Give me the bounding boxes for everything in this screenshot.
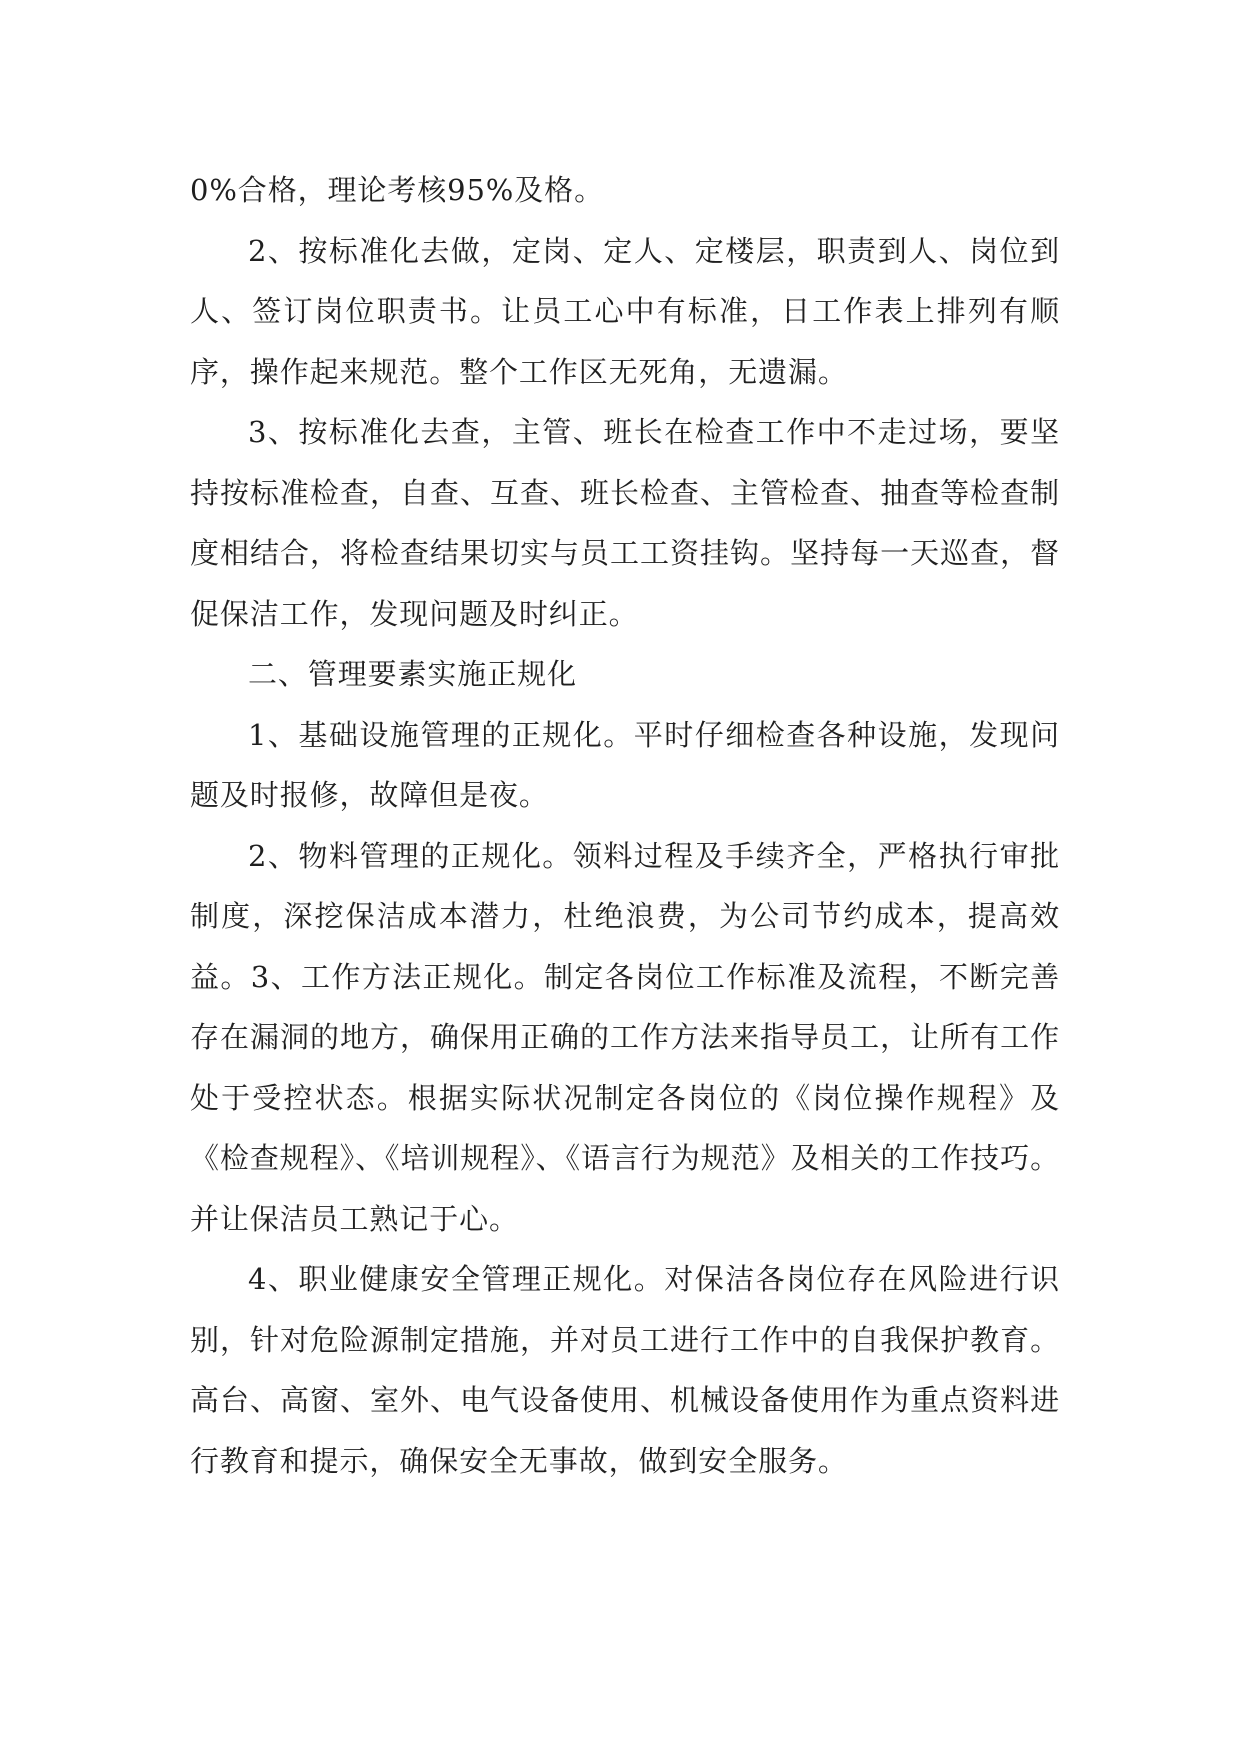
paragraph: 0%合格，理论考核95%及格。 (190, 173, 604, 207)
section-heading: 二、管理要素实施正规化 (248, 657, 577, 691)
paragraph: 2、按标准化去做，定岗、定人、定楼层，职责到人、岗位到人、签订岗位职责书。让员工心中有标准，日工作表上排列有顺序，操作起来规范。整个工作区无死角，无遗漏。 (190, 233, 1060, 389)
paragraph: 3、按标准化去查，主管、班长在检查工作中不走过场，要坚持按标准检查，自查、互查、班长检查、主管检查、抽查等检查制度相结合，将检查结果切实与员工工资挂钩。坚持每一天巡查，督促保洁工作，发现问题及时纠正。 (190, 415, 1060, 631)
paragraph: 1、基础设施管理的正规化。平时仔细检查各种设施，发现问题及时报修，故障但是夜。 (190, 717, 1060, 812)
document-body (190, 160, 1060, 1491)
paragraph: 4、职业健康安全管理正规化。对保洁各岗位存在风险进行识别，针对危险源制定措施，并对员工进行工作中的自我保护教育。高台、高窗、室外、电气设备使用、机械设备使用作为重点资料进行教育和提示，确保安全无事故，做到安全服务。 (190, 1262, 1060, 1478)
paragraph: 2、物料管理的正规化。领料过程及手续齐全，严格执行审批制度，深挖保洁成本潜力，杜绝浪费，为公司节约成本，提高效益。3、工作方法正规化。制定各岗位工作标准及流程，不断完善存在漏洞的地方，确保用正确的工作方法来指导员工，让所有工作处于受控状态。根据实际状况制定各岗位的《岗位操作规程》及《检查规程》、《培训规程》、《语言行为规范》及相关的工作技巧。并让保洁员工熟记于心。 (190, 838, 1060, 1236)
